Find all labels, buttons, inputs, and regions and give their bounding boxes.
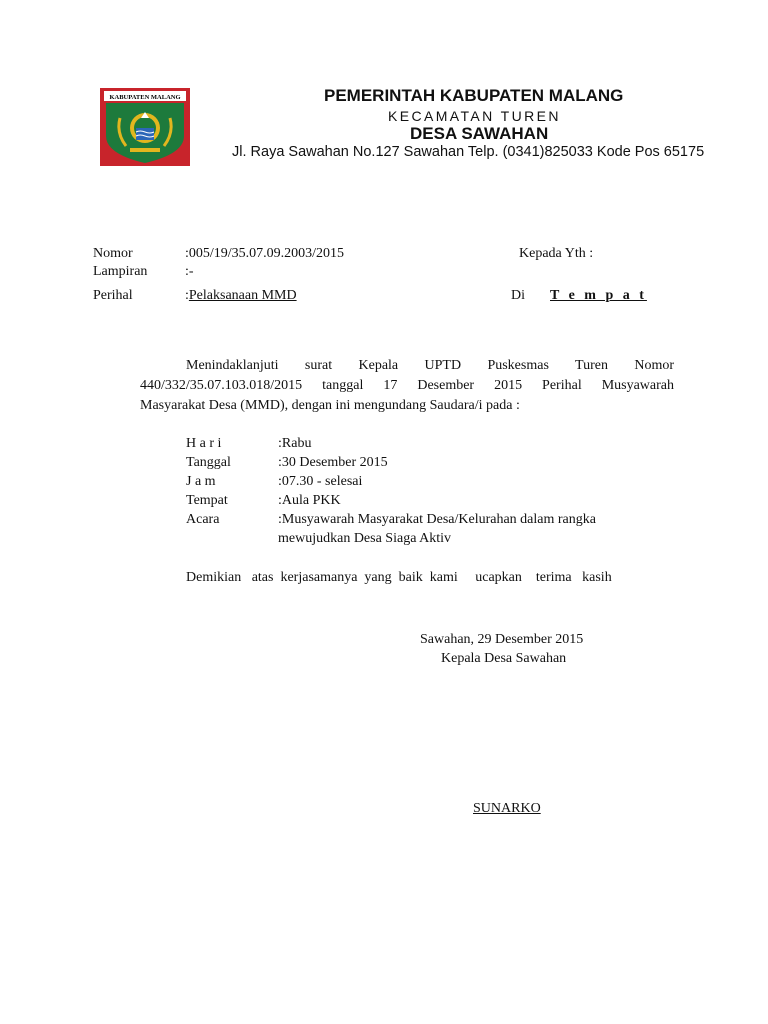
nomor-label: Nomor: [93, 246, 133, 261]
signature-title: Kepala Desa Sawahan: [441, 651, 567, 666]
body-line-3: Masyarakat Desa (MMD), dengan ini mengundang Saudara/i pada :: [140, 398, 520, 413]
detail-value-hari: :Rabu: [278, 436, 312, 451]
lampiran-value: :-: [185, 264, 194, 279]
di-label: Di: [511, 288, 525, 303]
body-line-2: 440/332/35.07.103.018/2015 tanggal 17 Desember 2015 Perihal Musyawarah: [140, 378, 674, 393]
tempat-label: T e m p a t: [550, 288, 647, 303]
office-address: Jl. Raya Sawahan No.127 Sawahan Telp. (0341)825033 Kode Pos 65175: [232, 144, 705, 160]
signature-place-date: Sawahan, 29 Desember 2015: [420, 632, 584, 647]
perihal-value: [185, 288, 297, 304]
detail-value-acara: :Musyawarah Masyarakat Desa/Kelurahan dalam rangka: [278, 512, 596, 527]
perihal-colon: :: [185, 288, 189, 303]
village-title: DESA SAWAHAN: [410, 124, 549, 143]
signature-name: SUNARKO: [473, 801, 541, 816]
body-line-1: Menindaklanjuti surat Kepala UPTD Puskesmas Turen Nomor: [186, 358, 674, 373]
logo-text: KABUPATEN MALANG: [109, 94, 181, 101]
detail-label-jam: J a m: [186, 474, 216, 489]
perihal-text: Pelaksanaan MMD: [188, 288, 297, 303]
detail-label-acara: Acara: [186, 512, 220, 527]
lampiran-label: Lampiran: [93, 264, 148, 279]
kabupaten-malang-logo: [100, 88, 190, 166]
detail-value-tanggal: :30 Desember 2015: [278, 455, 388, 470]
detail-label-tempat: Tempat: [186, 493, 228, 508]
closing-sentence: Demikian atas kerjasamanya yang baik kami ucapkan terima kasih: [186, 570, 612, 585]
detail-value-jam: :07.30 - selesai: [278, 474, 363, 489]
perihal-label: Perihal: [93, 288, 133, 303]
detail-label-hari: H a r i: [186, 436, 222, 451]
detail-label-tanggal: Tanggal: [186, 455, 231, 470]
detail-value-acara-continued: mewujudkan Desa Siaga Aktiv: [278, 531, 452, 546]
nomor-value: :005/19/35.07.09.2003/2015: [185, 246, 345, 261]
government-title: PEMERINTAH KABUPATEN MALANG: [324, 86, 624, 105]
recipient-label: Kepada Yth :: [519, 246, 594, 261]
district-title: KECAMATAN TUREN: [388, 108, 561, 124]
detail-value-tempat: :Aula PKK: [278, 493, 341, 508]
